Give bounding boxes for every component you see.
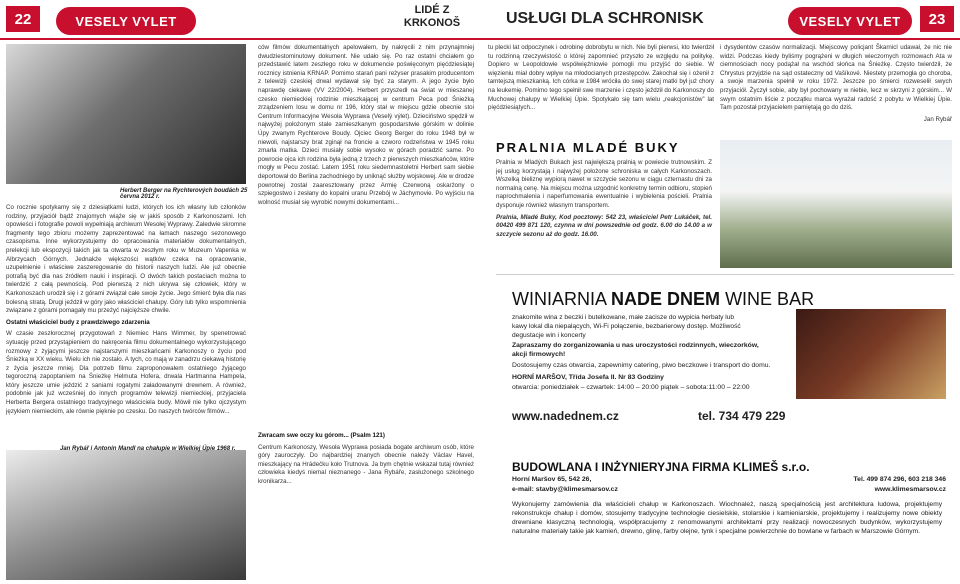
photo-caption: Herbert Berger na Rychterových boudách 25 června 2012 r. xyxy=(120,188,248,200)
article-column-2b: Zwracam swe oczy ku górom... (Psalm 121) Centrum Karkonoszy, Wesoła Wyprawa posiada bogate archiwum osób, które góry zauroczyły. Do najbardziej znanych obecnie należy Václav Havel, mieszkający na Hrádečku koło Trutnova. Ja bym chętnie wskazał tutaj również człowieka kiedyś niemal nieznanego - Jana Rybáře, zasłużonego szkolnego kronikarza... xyxy=(258,432,474,485)
winebar-title: WINIARNIA NADE DNEM WINE BAR xyxy=(512,289,815,309)
winebar-ad xyxy=(496,274,954,435)
construction-phone: Tel. 499 874 296, 603 218 346 xyxy=(853,476,946,483)
header-divider-right xyxy=(480,38,960,40)
laundry-text: Pralnia w Mladých Bukach jest największą pralnią w powiecie trutnowskim. Z jej usług korzystają i najwyżej położone schroniska w całych Karkonoszach. Wszelką bieliznę wypiorą nawet w szczycie sezonu w ciągu czternastu dni za normalną cenę. Na miejscu można uzgodnić konkretny termin odbioru, stopień naprochmalenia i naperfumowania ewentualnie i wybielenia pościeli. Pralnia dysponuje również własnym transportem. Pralnia, Mladé Buky, Kod pocztowy: 542 23, właściciel Petr Lukáček, tel. 00420 499 871 120, czynna w dni powszednie od godz. 6.00 do 14.00 a w szczycie sezonu aż do godz. 16.00. xyxy=(496,159,712,238)
vesely-vylet-logo-right: VESELY VYLET xyxy=(788,7,912,35)
construction-ad xyxy=(496,448,954,582)
article-column-3: tu plecki lat odpoczynek i odrobinę dobrobytu w nich. Nie byli pierwsi, kto twierdził tu rodzinną rzeczywistość o której zapomnieć przyszło ze względu na politykę. Dopiero w Leopoldowie współwięźniowie pomogli mu przyjść do siebie. W więzieniu miał dobry wpływ na młodocianych przestępców. Zakochał się i ożenił z tamtejszą mieszkanką. Ich córka w 1984 wróciła do swej starej matki był już chory na leukemię. Pomimo tego spełnił swe marzenie i często jeździł do Karkonoszy do Muchowej chałupy w Wielkiej Úpie. Spotykało się tam wielu „reakcjonistów” lat pięćdziesiątych... xyxy=(488,44,714,112)
section-title-right: USŁUGI DLA SCHRONISK xyxy=(506,10,704,27)
construction-address: Horní Maršov 65, 542 26, xyxy=(512,476,592,483)
vesely-vylet-logo: VESELY VYLET xyxy=(56,7,196,35)
page-number-right: 23 xyxy=(920,6,954,32)
section-title: LIDÉ Z KRKONOŠ xyxy=(403,4,461,29)
winebar-hours: otwarcia: poniedziałek – czwartek: 14:00 – 20:00 piątek – sobota:11:00 – 22:00 xyxy=(512,384,750,391)
laundry-ad xyxy=(496,140,712,270)
laundry-building-photo xyxy=(720,140,952,268)
construction-email[interactable]: e-mail: stavby@klimesmarsov.cz xyxy=(512,486,618,493)
portrait-photo xyxy=(6,44,246,184)
winebar-desc: znakomite wina z beczki i butelkowane, małe zacisze do wypicia herbaty lub kawy lokal dla niepalących, Wi-Fi połączenie, bezbarierowy dostęp. Możliwość degustacje win i koncerty xyxy=(512,314,741,339)
laundry-title: PRALNIA MLADÉ BUKY xyxy=(496,140,680,155)
winebar-delivery: Dostosujemy czas otwarcia, zapewnimy catering, piwo beczkowe i transport do domu. xyxy=(512,362,771,369)
article-column-4: i dysydentów czasów normalizacji. Miejscowy policjant Škarnicl udawał, że nic nie widzi. Podczas kiedy byliśmy pogrążeni w długich wieczornych rozmowach Ata w ciemnościach nocy podążał na wschód słońca na Śnieżkę. Często twierdził, że Chrystus przyjdzie na sąd ostateczny od Vašíkové. Niestety przemogła go choroba, a swoje marzenia spełnił w roku 1972. Jeszcze po śmierci rozweselił swych przyjaciół. Życzył sobie, aby był pochowany w niebie, lecz w skrzyni z górskim... W swym ostatnim liście z początku marca wyrażał radość z pobytu w Wielkiej Úpie. Tam pozostał przyjacielem pamiętają go do dziś. Jan Rybář xyxy=(720,44,952,123)
left-page-header xyxy=(0,0,480,38)
historic-photo xyxy=(6,450,246,580)
construction-title: BUDOWLANA I INŻYNIERYJNA FIRMA KLIMEŠ s.r.o. xyxy=(512,460,810,474)
right-page-header xyxy=(480,0,960,38)
article-column-2: ców filmów dokumentalnych apelowałem, by nakręcili z nim przynajmniej dwudziestominutowy dokument. Nie udało się. Po raz ostatni chciałem go przedstawić latem zeszłego roku w dokumencie poświęconym pięćdziesiątej rocznicy istnienia KRNAP. Pomimo starań pani reżyser prasakim producentom z telewizji czeskiej drwal wydawał się być za starym. A jego życie było naprawdę ciekawe (VV 22/2004). Herbert przyszedł na świat w mieszanej czesko niemieckiej rodzinie mieszkającej w centrum Peca pod Śnieżką zrządzeniem losu w domu nr 196, który stał w miejscu gdzie obecnie stoi Centrum Informacyjne Wesoła Wyprawa (Veselý výlet). Dzieciństwo spędził w najwyżej położonym stale zamieszkanym gospodarstwie górskim w dolinie Úpy zwanym Rychterove Boudy. Ojciec Georg Berger do roku 1948 był w niewoli, najstarszy brat zginął na froncie a czworo rodzeństwa w 1945 roku zmarła matka. Dzieci musiały sobie wysoko w górach poradzić same. Po powrocie ojca ich rodzina była jedną z trzech z pierwszych mieszkańców, które mogły w Pecu zostać. Latem 1951 roku siedemnastoletni Herbert sam siebie deportował do Berlina zachodniego by uniknąć służby wojskowej. Ale w drodze powrotnej został zaaresztowany przez Armię Czerwoną oskarżony o szpiegostwo i zesłany do kopalni uranu Przebój w Jáchymovie. Po wyjściu na wolność musiał się wyrobić nowymi dokumentami... xyxy=(258,44,474,206)
winebar-invite: Zapraszamy do zorganizowania u nas uroczystości rodzinnych, wieczorków, akcji firmowych! xyxy=(512,342,759,358)
page-number-left: 22 xyxy=(6,6,40,32)
winebar-address: HORNÍ MARŠOV, Třída Josefa II. Nr 83 Godziny xyxy=(512,374,664,381)
wine-barrels-photo xyxy=(796,309,946,399)
construction-text: Wykonujemy zamówienia dla właścicieli chałup w Karkonoszach. Wiochnależ, naszą specjalnością jest architektura ludowa, projektujemy rekonstrukcje chałup i domów, stosujemy tradycyjne technologie ciesielskie, stolarskie i kamieniarskie, projektujemy i realizujemy nowe obiekty drewniane klasyczną technologią, współpracujemy z renomowanymi architektami przy realizacji nowoczesnych budynków, wykorzystujemy naturalne materiały takie jak kamień, drewno, glinę, farby olejne, tynk i specjalne powierzchnie do bowlane w farbach w Marszowie Górnym. xyxy=(512,501,942,535)
winebar-phone: tel. 734 479 229 xyxy=(698,409,786,423)
article-column-1: Co rocznie spotykamy się z dziesiątkami ludzi, których los ich własny lub członków rodziny, przyjaciół bądź znajomych wiąże się w jakiś sposób z Karkonoszami. Ich opowieści i fotografie powoli wypełniają archiwum Wesołej Wyprawy. Zaledwie skromne fragmenty tego zbioru możemy zaprezentować na łamach naszego sezonowego czasopisma. Inne wykorzystujemy do opracowania materiałów dokumentalnych, prelekcji lub ekspozycji takich jak ta otwarta w zeszłym roku w Muzeum Vapenka w Albrzycach Górnych. Jednakże większości wątków czeka na opracowanie, uzupełnienie i właściwe zaszeregowanie do historii naszych ludzi. Ale już obecnie potrafią być dla nas źródłem nauki i inspiracji. O dwóch takich postaciach można to twierdzić z całą pewnością. Pod pierwszą z nich ukrywa się człowiek, który w Karkonoszach urodził się i z górami związał całe swoje życie. Jego śmierć była dla nas bolesną stratą. Drugi jeździł w góry jako właściciel chałupy. Góry lub tylko wspomnienia związane z górami pomagały mu przeżyć najcięższe chwile. Ostatni właściciel budy z prawdziwego zdarzenia W czasie zeszłorocznej przygotowań z Niemiec Hans Wimmer, by spenetrować sytuację przed przystąpieniem do nakręcenia filmu dokumentalnego wykorzystującego rozmowy z żyjącymi jeszcze najstarszymi mieszkańcami Karkonoszy o życiu pod Śnieżką w XX wieku. Wielu ich nie zostało. A tych, co mają w zanadrzu ciekawą historię z życia jeszcze mniej. Dla potrzeb filmu zaproponowałem ostatniego żyjącego tegoroczną zapoptaniem na Śnieżkę Helmuta Hofera, drwala Hartmanna Hampela, który jeszcze umie jeździć z saniami rogatymi załadowanymi drewnem. A również, podobnie jak już wcześniej do innych programów telewizji niemieckiej, przyjaciela Herberta Bergera ostatniego tradycyjnego właściciela budy. Mówił nie tylko ojczystym językiem niemieckim, ale równie pięknie po czesku. Do naszych twórców filmów... xyxy=(6,204,246,415)
historic-photo-caption: Jan Rybář i Antonín Mandl na chałupie w Wielkiej Úpie 1968 r. xyxy=(60,446,236,452)
winebar-website[interactable]: www.nadednem.cz xyxy=(512,409,619,423)
construction-website[interactable]: www.klimesmarsov.cz xyxy=(874,486,946,493)
header-divider xyxy=(0,38,480,40)
